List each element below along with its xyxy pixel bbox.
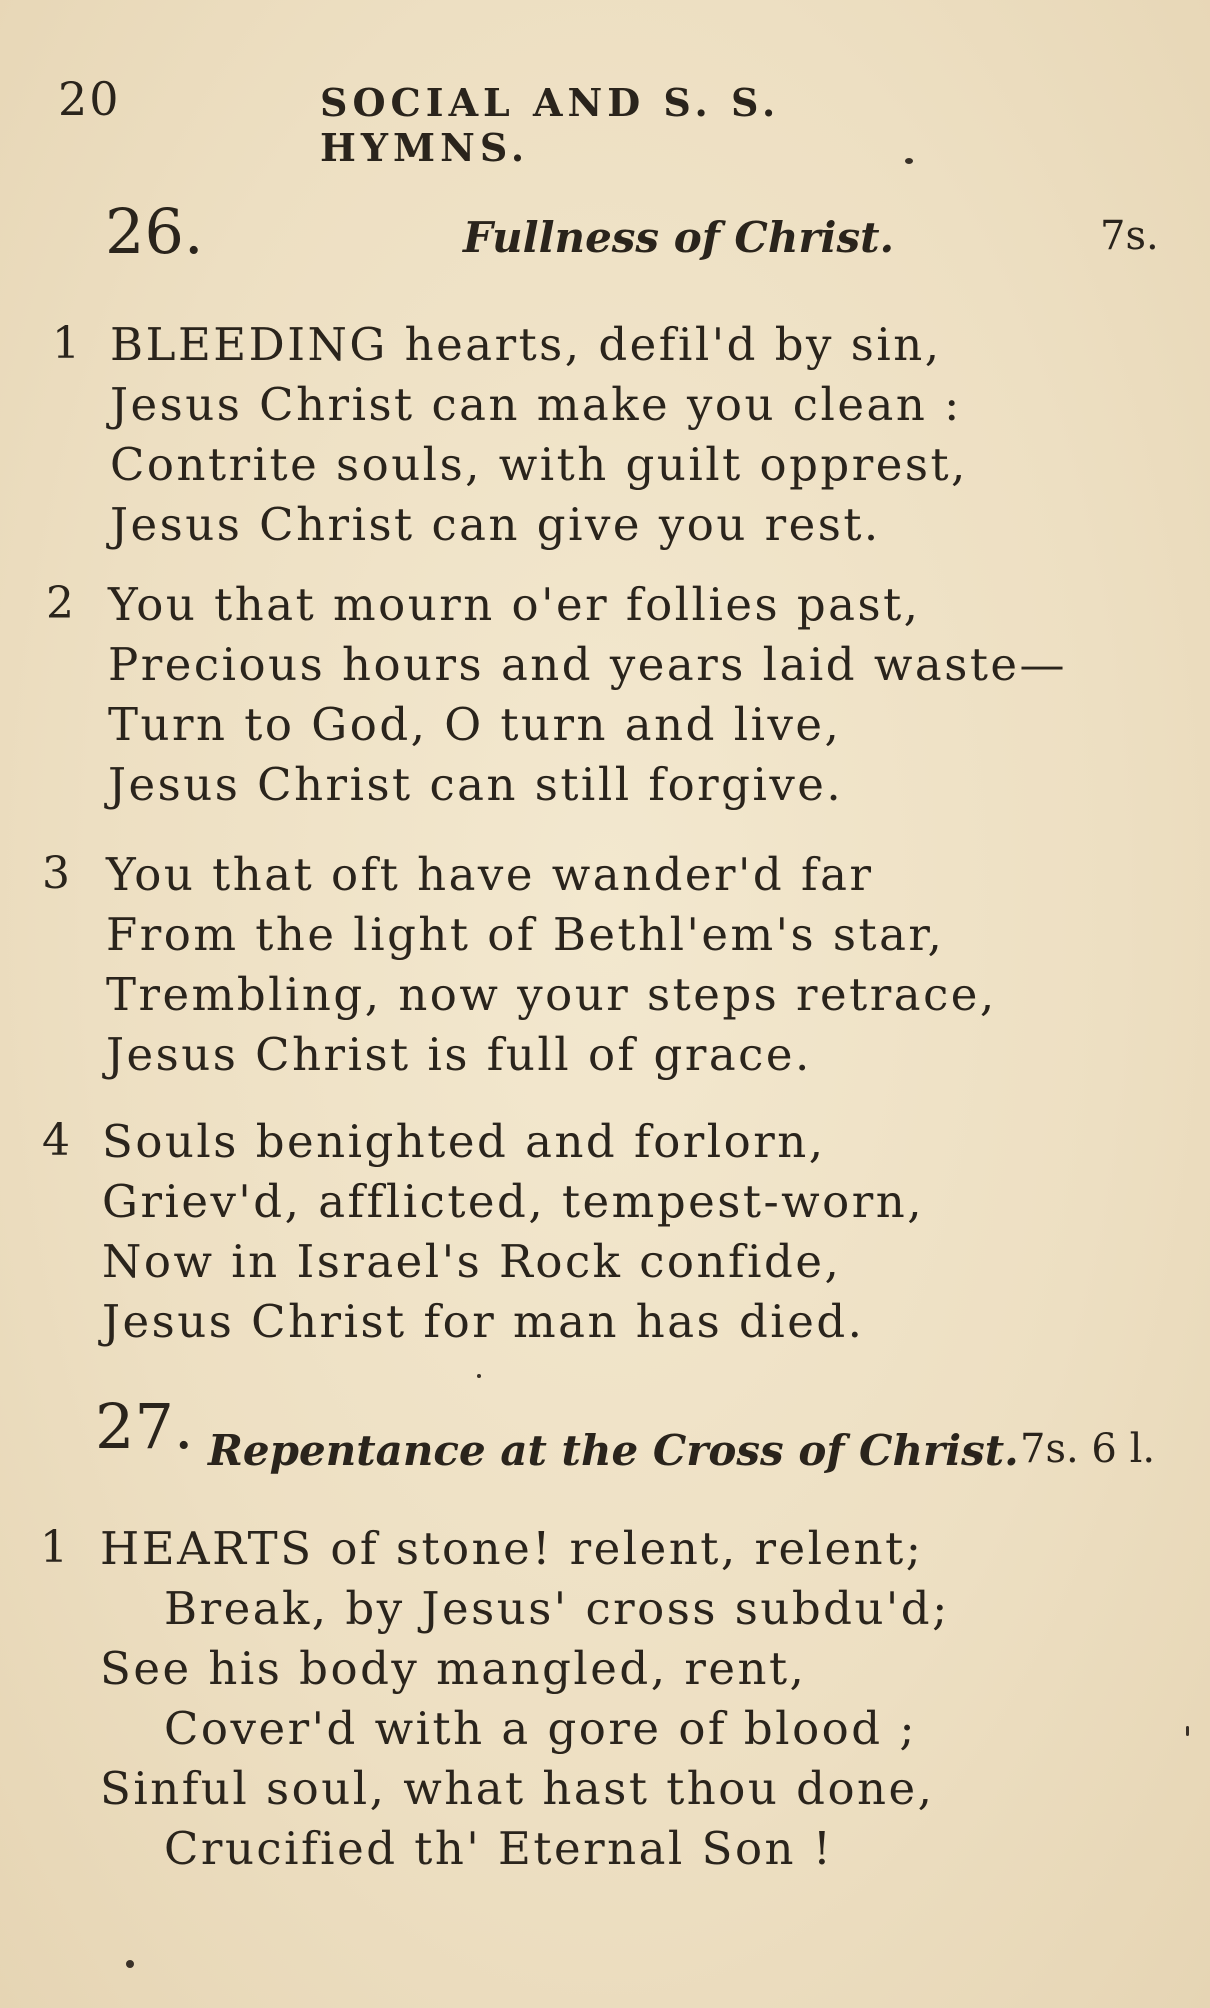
verse-line: Jesus Christ can make you clean : [110, 378, 962, 431]
page-number: 20 [58, 72, 121, 126]
verse-line: Cover'd with a gore of blood ; [164, 1702, 918, 1755]
verse-line: Jesus Christ for man has died. [102, 1295, 865, 1348]
running-title: SOCIAL AND S. S. HYMNS. [320, 80, 781, 170]
verse-line: Turn to God, O turn and live, [108, 698, 842, 751]
hymn-header [0, 195, 1210, 275]
verse-line: Griev'd, afflicted, tempest-worn, [102, 1175, 925, 1228]
verse-line: BLEEDING hearts, defil'd by sin, [110, 318, 942, 371]
verse-line: HEARTS of stone! relent, relent; [100, 1522, 924, 1575]
verse-line: Trembling, now your steps retrace, [106, 968, 997, 1021]
verse-line: You that oft have wander'd far [106, 848, 874, 901]
verse-line: From the light of Bethl'em's star, [106, 908, 945, 961]
stanza-number: 4 [42, 1115, 70, 1166]
running-head [58, 72, 958, 170]
verse-line: Jesus Christ can give you rest. [110, 498, 881, 551]
stanza-number: 2 [46, 578, 74, 629]
hymn-meter: 7s. [1100, 213, 1159, 259]
verse-line: Sinful soul, what hast thou done, [100, 1762, 935, 1815]
hymn-number: 26. [105, 195, 204, 268]
hymn-title: Repentance at the Cross of Christ. [208, 1426, 1019, 1475]
paper-speck [905, 158, 913, 164]
verse-line: Crucified th' Eternal Son ! [164, 1822, 834, 1875]
verse-line: Jesus Christ is full of grace. [106, 1028, 812, 1081]
verse-line: Jesus Christ can still forgive. [108, 758, 844, 811]
verse-line: Contrite souls, with guilt opprest, [110, 438, 968, 491]
stanza-number: 1 [40, 1522, 68, 1573]
stanza-number: 1 [52, 318, 80, 369]
paper-speck [126, 1960, 134, 1968]
verse-line: Souls benighted and forlorn, [102, 1115, 826, 1168]
hymn-number: 27. [95, 1390, 194, 1463]
verse-line: Precious hours and years laid waste— [108, 638, 1068, 691]
stanza-number: 3 [42, 848, 70, 899]
paper-speck [1186, 1726, 1189, 1736]
verse-line: Break, by Jesus' cross subdu'd; [164, 1582, 950, 1635]
verse-line: You that mourn o'er follies past, [108, 578, 921, 631]
verse-line: Now in Israel's Rock confide, [102, 1235, 842, 1288]
hymn-header [0, 1390, 1210, 1475]
hymn-title: Fullness of Christ. [463, 213, 895, 262]
verse-line: See his body mangled, rent, [100, 1642, 807, 1695]
hymn-meter: 7s. 6 l. [1020, 1426, 1156, 1472]
paper-speck [477, 1374, 481, 1378]
